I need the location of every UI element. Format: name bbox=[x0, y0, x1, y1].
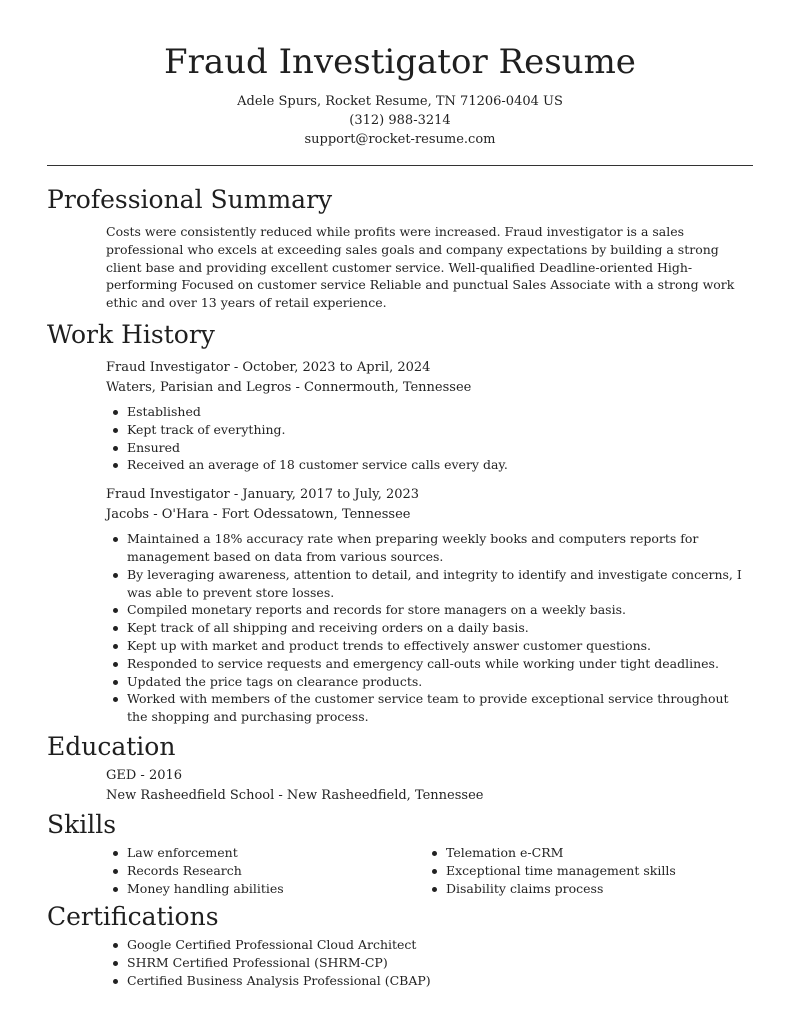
list-item: Exceptional time management skills bbox=[446, 862, 744, 880]
list-item: Disability claims process bbox=[446, 880, 744, 898]
section-title-summary: Professional Summary bbox=[47, 185, 333, 214]
skills-grid bbox=[106, 844, 753, 897]
list-item: Compiled monetary reports and records for store managers on a weekly basis. bbox=[127, 601, 753, 619]
summary-text: Costs were consistently reduced while profits were increased. Fraud investigator is a sales professional who excels at exceeding sales goals and company expectations by building a strong client base and providing excellent customer service. Well-qualified Deadline-oriented High-performing Focused on customer service Reliable and punctual Sales Associate with a strong work ethic and over 13 years of retail experience. bbox=[106, 224, 735, 311]
list-item: Received an average of 18 customer service calls every day. bbox=[127, 456, 753, 474]
certifications-block bbox=[47, 936, 753, 989]
list-item: SHRM Certified Professional (SHRM-CP) bbox=[127, 954, 753, 972]
contact-email[interactable]: support@rocket-resume.com bbox=[304, 132, 496, 147]
education-school-line: New Rasheedfield School - New Rasheedfield, Tennessee bbox=[106, 787, 484, 803]
skills-list-right bbox=[425, 844, 744, 897]
list-item: Updated the price tags on clearance products. bbox=[127, 673, 753, 691]
section-title-work-history: Work History bbox=[47, 319, 215, 349]
contact-block bbox=[47, 92, 753, 149]
job-entry bbox=[106, 358, 753, 474]
list-item: Records Research bbox=[127, 862, 425, 880]
list-item: Kept track of everything. bbox=[127, 421, 753, 439]
job-employer-line: Waters, Parisian and Legros - Connermouth, Tennessee bbox=[106, 379, 472, 395]
skills-block bbox=[47, 844, 753, 897]
list-item: Kept track of all shipping and receiving orders on a daily basis. bbox=[127, 619, 753, 637]
list-item: Established bbox=[127, 403, 753, 421]
list-item: Telemation e-CRM bbox=[446, 844, 744, 862]
job-role-line: Fraud Investigator - October, 2023 to April, 2024 bbox=[106, 359, 431, 375]
job-bullets bbox=[106, 403, 753, 474]
list-item: Worked with members of the customer service team to provide exceptional service throughout the shopping and purchasing process. bbox=[127, 690, 753, 726]
header-divider bbox=[47, 165, 753, 166]
contact-phone: (312) 988-3214 bbox=[349, 113, 451, 128]
list-item: Google Certified Professional Cloud Architect bbox=[127, 936, 753, 954]
education-entry bbox=[47, 766, 753, 806]
list-item: Money handling abilities bbox=[127, 880, 425, 898]
education-degree-line: GED - 2016 bbox=[106, 767, 183, 783]
job-bullets bbox=[106, 530, 753, 726]
list-item: Maintained a 18% accuracy rate when preparing weekly books and computers reports for management based on data from various sources. bbox=[127, 530, 753, 566]
work-history bbox=[47, 358, 753, 726]
section-title-skills: Skills bbox=[47, 809, 117, 839]
resume-header bbox=[47, 0, 753, 149]
certifications-list bbox=[106, 936, 753, 989]
list-item: Certified Business Analysis Professional (CBAP) bbox=[127, 972, 753, 990]
list-item: Responded to service requests and emergency call-outs while working under tight deadlines. bbox=[127, 655, 753, 673]
contact-address: Adele Spurs, Rocket Resume, TN 71206-0404 US bbox=[237, 94, 563, 109]
page-title: Fraud Investigator Resume bbox=[164, 42, 636, 82]
list-item: Law enforcement bbox=[127, 844, 425, 862]
list-item: Ensured bbox=[127, 439, 753, 457]
section-title-certifications: Certifications bbox=[47, 902, 219, 932]
job-entry bbox=[106, 485, 753, 726]
job-employer-line: Jacobs - O'Hara - Fort Odessatown, Tennessee bbox=[106, 507, 411, 523]
skills-list-left bbox=[106, 844, 425, 897]
section-title-education: Education bbox=[47, 731, 176, 761]
job-role-line: Fraud Investigator - January, 2017 to July, 2023 bbox=[106, 487, 420, 503]
list-item: By leveraging awareness, attention to detail, and integrity to identify and investigate concerns, I was able to prevent store losses. bbox=[127, 566, 753, 602]
list-item: Kept up with market and product trends to effectively answer customer questions. bbox=[127, 637, 753, 655]
